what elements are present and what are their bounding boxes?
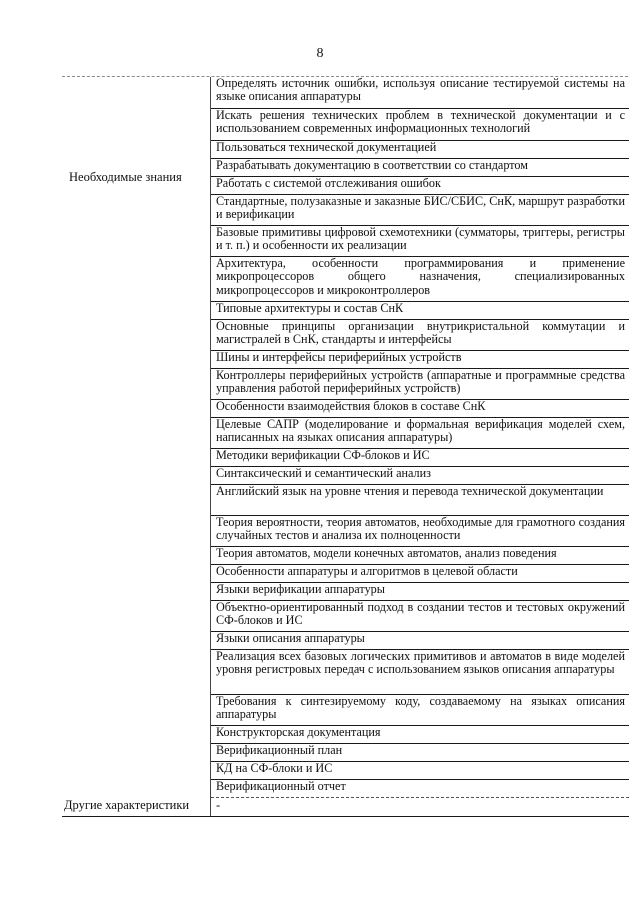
list-item: Разрабатывать документацию в соответствии со стандартом — [211, 159, 629, 177]
list-item: Базовые примитивы цифровой схемотехники (сумматоры, триггеры, регистры и т. п.) и особенности их реализации — [211, 226, 629, 257]
list-item: КД на СФ-блоки и ИС — [211, 762, 629, 780]
other-characteristics-value: - — [211, 798, 630, 817]
list-item: Стандартные, полузаказные и заказные БИС/СБИС, СнК, маршрут разработки и верификации — [211, 195, 629, 226]
qualification-table — [62, 77, 629, 817]
knowledge-items-cell — [211, 77, 630, 798]
list-item: Работать с системой отслеживания ошибок — [211, 177, 629, 195]
knowledge-row — [62, 77, 629, 798]
list-item: Теория автоматов, модели конечных автоматов, анализ поведения — [211, 547, 629, 565]
list-item: Теория вероятности, теория автоматов, необходимые для грамотного создания случайных тестов и анализа их полноценности — [211, 516, 629, 547]
list-item: Конструкторская документация — [211, 726, 629, 744]
list-item: Верификационный план — [211, 744, 629, 762]
list-item: Архитектура, особенности программирования и применение микропроцессоров общего назначения, специализированных микропроцессоров и микроконтроллеров — [211, 257, 629, 302]
list-item: Английский язык на уровне чтения и перевода технической документации — [211, 485, 629, 516]
list-item: Особенности взаимодействия блоков в составе СнК — [211, 400, 629, 418]
list-item: Реализация всех базовых логических примитивов и автоматов в виде моделей уровня регистровых передач с использованием языков описания аппаратуры — [211, 650, 629, 695]
knowledge-label: Необходимые знания — [69, 170, 182, 184]
list-item: Пользоваться технической документацией — [211, 141, 629, 159]
other-characteristics-row — [62, 798, 629, 817]
list-item: Контроллеры периферийных устройств (аппаратные и программные средства управления работой периферийных устройств) — [211, 369, 629, 400]
list-item: Искать решения технических проблем в технической документации и с использованием современных информационных технологий — [211, 109, 629, 141]
list-item: Синтаксический и семантический анализ — [211, 467, 629, 485]
list-item: Шины и интерфейсы периферийных устройств — [211, 351, 629, 369]
other-characteristics-label: Другие характеристики — [62, 798, 211, 817]
list-item: Особенности аппаратуры и алгоритмов в целевой области — [211, 565, 629, 583]
knowledge-label-cell — [62, 77, 211, 798]
list-item: Объектно-ориентированный подход в создании тестов и тестовых окружений СФ-блоков и ИС — [211, 601, 629, 632]
list-item: Требования к синтезируемому коду, создаваемому на языках описания аппаратуры — [211, 695, 629, 726]
list-item: Типовые архитектуры и состав СнК — [211, 302, 629, 320]
page-number: 8 — [316, 46, 324, 61]
list-item: Целевые САПР (моделирование и формальная верификация моделей схем, написанных на языках описания аппаратуры) — [211, 418, 629, 449]
list-item: Определять источник ошибки, используя описание тестируемой системы на языке описания аппаратуры — [211, 77, 629, 109]
list-item: Языки верификации аппаратуры — [211, 583, 629, 601]
list-item: Языки описания аппаратуры — [211, 632, 629, 650]
list-item: Верификационный отчет — [211, 780, 629, 798]
list-item: Методики верификации СФ-блоков и ИС — [211, 449, 629, 467]
list-item: Основные принципы организации внутрикристальной коммутации и магистралей в СнК, стандарты и интерфейсы — [211, 320, 629, 351]
